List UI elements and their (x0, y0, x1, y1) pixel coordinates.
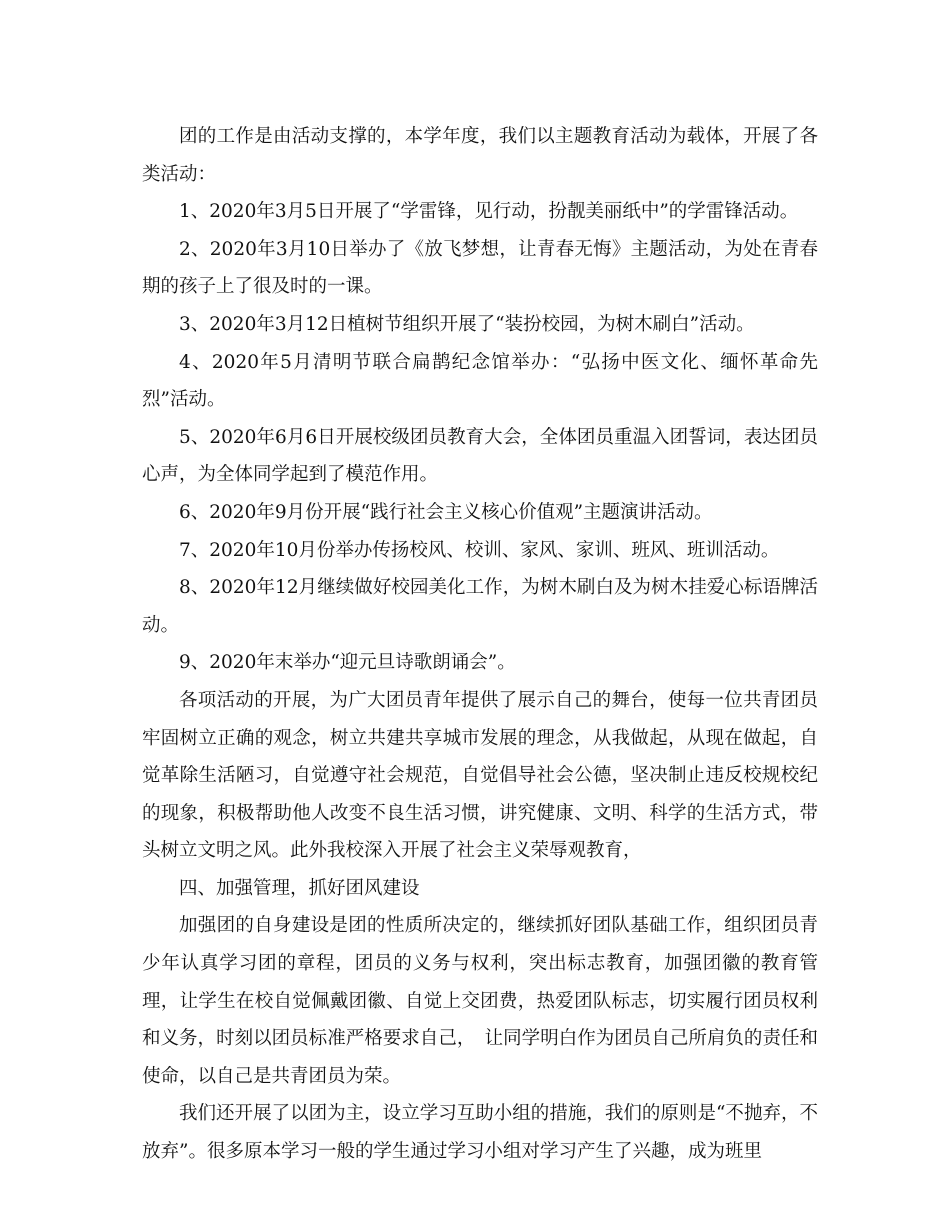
paragraph-item-7: 7、2020年10月份举办传扬校风、校训、家风、家训、班风、班训活动。 (179, 539, 780, 561)
paragraph-item-6: 6、2020年9月份开展“践行社会主义核心价值观”主题演讲活动。 (179, 501, 713, 523)
paragraph-item-5: 5、2020年6月6日开展校级团员教育大会，全体团员重温入团誓词，表达团员心声，为全体同学起到了模范作用。 (142, 426, 818, 486)
section-heading: 四、加强管理，抓好团风建设 (179, 877, 420, 899)
paragraph-item-9: 9、2020年末举办“迎元旦诗歌朗诵会”。 (179, 652, 516, 674)
paragraph-summary: 各项活动的开展，为广大团员青年提供了展示自己的舞台，使每一位共青团员牢固树立正确的观念，树立共建共享城市发展的理念，从我做起，从现在做起，自觉革除生活陋习，自觉遵守社会规范，自觉倡导社会公德，坚决制止违反校规校纪的现象，积极帮助他人改变不良生活习惯，讲究健康、文明、科学的生活方式，带头树立文明之风。此外我校深入开展了社会主义荣辱观教育， (142, 689, 818, 862)
document-body (142, 118, 818, 1171)
paragraph-intro: 团的工作是由活动支撑的，本学年度，我们以主题教育活动为载体，开展了各类活动： (142, 126, 818, 185)
paragraph-item-2: 2、2020年3月10日举办了《放飞梦想，让青春无悔》主题活动，为处在青春期的孩子上了很及时的一课。 (142, 238, 818, 298)
paragraph-management: 加强团的自身建设是团的性质所决定的，继续抓好团队基础工作，组织团员青少年认真学习团的章程，团员的义务与权利，突出标志教育，加强团徽的教育管理，让学生在校自觉佩戴团徽、自觉上交团费，热爱团队标志，切实履行团员权利和义务，时刻以团员标准严格要求自己， 让同学明白作为团员自己所肩负的责任和使命，以自己是共青团员为荣。 (142, 915, 818, 1087)
paragraph-item-1: 1、2020年3月5日开展了“学雷锋，见行动，扮靓美丽纸中”的学雷锋活动。 (179, 201, 799, 223)
paragraph-item-8: 8、2020年12月继续做好校园美化工作，为树木刷白及为树木挂爱心标语牌活动。 (142, 577, 818, 636)
paragraph-item-3: 3、2020年3月12日植树节组织开展了“装扮校园，为树木刷白”活动。 (179, 313, 755, 335)
paragraph-study-groups: 我们还开展了以团为主，设立学习互助小组的措施，我们的原则是“不抛弃，不放弃”。很多原本学习一般的学生通过学习小组对学习产生了兴趣，成为班里 (142, 1103, 818, 1163)
paragraph-item-4: 4、2020年5月清明节联合扁鹊纪念馆举办：“弘扬中医文化、缅怀革命先烈”活动。 (142, 351, 818, 411)
